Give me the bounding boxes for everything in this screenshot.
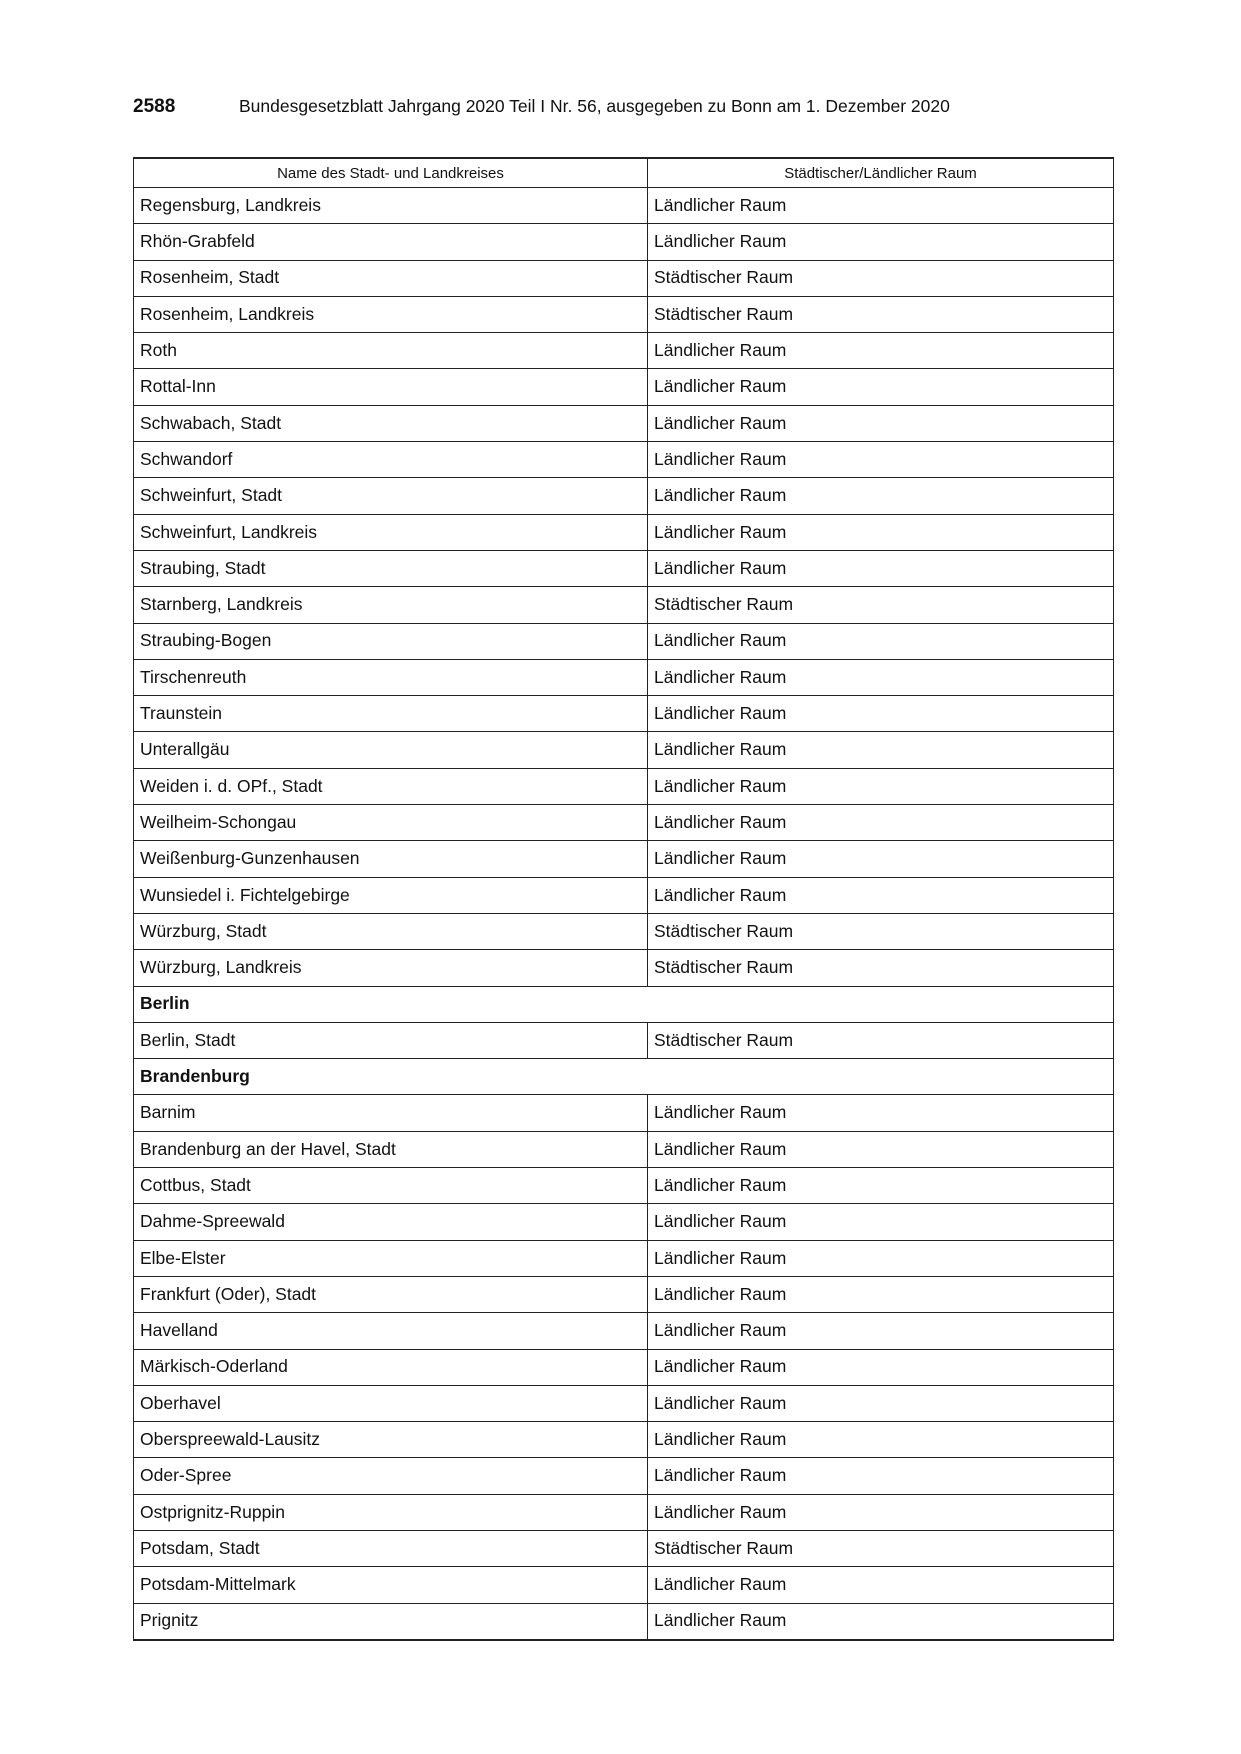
area-type-cell: Städtischer Raum: [648, 913, 1114, 949]
table-row: [134, 333, 1114, 369]
table-row: [134, 1530, 1114, 1566]
area-type-cell: Städtischer Raum: [648, 950, 1114, 986]
area-type-cell: Ländlicher Raum: [648, 1313, 1114, 1349]
table-row: [134, 913, 1114, 949]
district-name-cell: Berlin, Stadt: [134, 1022, 648, 1058]
table-row: [134, 1567, 1114, 1603]
district-name-cell: Potsdam, Stadt: [134, 1530, 648, 1566]
table-row: [134, 1494, 1114, 1530]
area-type-cell: Ländlicher Raum: [648, 841, 1114, 877]
district-name-cell: Schwandorf: [134, 442, 648, 478]
table-row: [134, 369, 1114, 405]
table-row: [134, 623, 1114, 659]
table-row: [134, 1131, 1114, 1167]
district-name-cell: Oder-Spree: [134, 1458, 648, 1494]
table-row: [134, 659, 1114, 695]
district-name-cell: Rosenheim, Landkreis: [134, 296, 648, 332]
district-name-cell: Oberspreewald-Lausitz: [134, 1422, 648, 1458]
table-row: [134, 1095, 1114, 1131]
district-name-cell: Unterallgäu: [134, 732, 648, 768]
table-row: [134, 1349, 1114, 1385]
district-name-cell: Dahme-Spreewald: [134, 1204, 648, 1240]
district-name-cell: Weilheim-Schongau: [134, 805, 648, 841]
district-name-cell: Potsdam-Mittelmark: [134, 1567, 648, 1603]
area-type-cell: Ländlicher Raum: [648, 877, 1114, 913]
area-type-cell: Ländlicher Raum: [648, 1276, 1114, 1312]
table-row: [134, 587, 1114, 623]
table-row: [134, 550, 1114, 586]
district-name-cell: Frankfurt (Oder), Stadt: [134, 1276, 648, 1312]
area-type-cell: Städtischer Raum: [648, 260, 1114, 296]
area-type-cell: Ländlicher Raum: [648, 1240, 1114, 1276]
table-row: [134, 1022, 1114, 1058]
district-name-cell: Roth: [134, 333, 648, 369]
table-row: [134, 1240, 1114, 1276]
table-row: [134, 805, 1114, 841]
table-row: [134, 950, 1114, 986]
area-type-cell: Ländlicher Raum: [648, 1567, 1114, 1603]
area-type-cell: Ländlicher Raum: [648, 1494, 1114, 1530]
table-header-row: [134, 158, 1114, 188]
area-type-cell: Ländlicher Raum: [648, 550, 1114, 586]
table-row: [134, 732, 1114, 768]
table-row: [134, 478, 1114, 514]
table-row: [134, 405, 1114, 441]
table-row: [134, 1276, 1114, 1312]
table-row: [134, 1385, 1114, 1421]
column-header-name: Name des Stadt- und Landkreises: [134, 158, 648, 188]
district-name-cell: Rhön-Grabfeld: [134, 224, 648, 260]
area-type-cell: Ländlicher Raum: [648, 224, 1114, 260]
district-name-cell: Starnberg, Landkreis: [134, 587, 648, 623]
district-name-cell: Weiden i. d. OPf., Stadt: [134, 768, 648, 804]
table-row: [134, 1168, 1114, 1204]
district-table-container: [133, 157, 1113, 1641]
district-name-cell: Cottbus, Stadt: [134, 1168, 648, 1204]
page-number: 2588: [133, 96, 176, 117]
area-type-cell: Ländlicher Raum: [648, 768, 1114, 804]
district-name-cell: Barnim: [134, 1095, 648, 1131]
district-name-cell: Prignitz: [134, 1603, 648, 1640]
district-name-cell: Rottal-Inn: [134, 369, 648, 405]
district-name-cell: Havelland: [134, 1313, 648, 1349]
district-name-cell: Regensburg, Landkreis: [134, 188, 648, 224]
area-type-cell: Städtischer Raum: [648, 296, 1114, 332]
area-type-cell: Ländlicher Raum: [648, 514, 1114, 550]
district-name-cell: Ostprignitz-Ruppin: [134, 1494, 648, 1530]
area-type-cell: Ländlicher Raum: [648, 405, 1114, 441]
district-name-cell: Schweinfurt, Landkreis: [134, 514, 648, 550]
district-name-cell: Schwabach, Stadt: [134, 405, 648, 441]
district-name-cell: Straubing, Stadt: [134, 550, 648, 586]
table-row: [134, 1603, 1114, 1640]
section-heading: Berlin: [134, 986, 1114, 1022]
district-name-cell: Würzburg, Landkreis: [134, 950, 648, 986]
area-type-cell: Ländlicher Raum: [648, 696, 1114, 732]
table-row: [134, 1313, 1114, 1349]
district-name-cell: Brandenburg an der Havel, Stadt: [134, 1131, 648, 1167]
area-type-cell: Ländlicher Raum: [648, 369, 1114, 405]
table-row: [134, 224, 1114, 260]
district-name-cell: Tirschenreuth: [134, 659, 648, 695]
table-row: [134, 442, 1114, 478]
district-table: [133, 157, 1114, 1641]
area-type-cell: Ländlicher Raum: [648, 442, 1114, 478]
column-header-raum: Städtischer/Ländlicher Raum: [648, 158, 1114, 188]
table-row: [134, 1458, 1114, 1494]
area-type-cell: Ländlicher Raum: [648, 1095, 1114, 1131]
area-type-cell: Ländlicher Raum: [648, 659, 1114, 695]
district-name-cell: Märkisch-Oderland: [134, 1349, 648, 1385]
district-name-cell: Wunsiedel i. Fichtelgebirge: [134, 877, 648, 913]
area-type-cell: Ländlicher Raum: [648, 1603, 1114, 1640]
area-type-cell: Städtischer Raum: [648, 587, 1114, 623]
area-type-cell: Städtischer Raum: [648, 1530, 1114, 1566]
area-type-cell: Ländlicher Raum: [648, 188, 1114, 224]
table-body: [134, 188, 1114, 1640]
area-type-cell: Ländlicher Raum: [648, 1131, 1114, 1167]
table-row: [134, 768, 1114, 804]
page-header: [133, 96, 1113, 126]
area-type-cell: Ländlicher Raum: [648, 1458, 1114, 1494]
district-name-cell: Oberhavel: [134, 1385, 648, 1421]
table-row: [134, 877, 1114, 913]
table-row: [134, 296, 1114, 332]
district-name-cell: Elbe-Elster: [134, 1240, 648, 1276]
area-type-cell: Ländlicher Raum: [648, 1422, 1114, 1458]
table-row: [134, 260, 1114, 296]
area-type-cell: Ländlicher Raum: [648, 1204, 1114, 1240]
table-row: [134, 1204, 1114, 1240]
area-type-cell: Ländlicher Raum: [648, 333, 1114, 369]
area-type-cell: Ländlicher Raum: [648, 1168, 1114, 1204]
district-name-cell: Straubing-Bogen: [134, 623, 648, 659]
area-type-cell: Ländlicher Raum: [648, 1349, 1114, 1385]
district-name-cell: Traunstein: [134, 696, 648, 732]
table-row: [134, 188, 1114, 224]
area-type-cell: Ländlicher Raum: [648, 805, 1114, 841]
area-type-cell: Ländlicher Raum: [648, 478, 1114, 514]
area-type-cell: Ländlicher Raum: [648, 1385, 1114, 1421]
area-type-cell: Ländlicher Raum: [648, 732, 1114, 768]
district-name-cell: Schweinfurt, Stadt: [134, 478, 648, 514]
section-row: [134, 1059, 1114, 1095]
district-name-cell: Würzburg, Stadt: [134, 913, 648, 949]
table-row: [134, 696, 1114, 732]
table-row: [134, 841, 1114, 877]
gazette-title: Bundesgesetzblatt Jahrgang 2020 Teil I Nr. 56, ausgegeben zu Bonn am 1. Dezember 2020: [239, 96, 950, 116]
table-row: [134, 1422, 1114, 1458]
area-type-cell: Städtischer Raum: [648, 1022, 1114, 1058]
table-row: [134, 514, 1114, 550]
area-type-cell: Ländlicher Raum: [648, 623, 1114, 659]
district-name-cell: Rosenheim, Stadt: [134, 260, 648, 296]
district-name-cell: Weißenburg-Gunzenhausen: [134, 841, 648, 877]
section-heading: Brandenburg: [134, 1059, 1114, 1095]
section-row: [134, 986, 1114, 1022]
